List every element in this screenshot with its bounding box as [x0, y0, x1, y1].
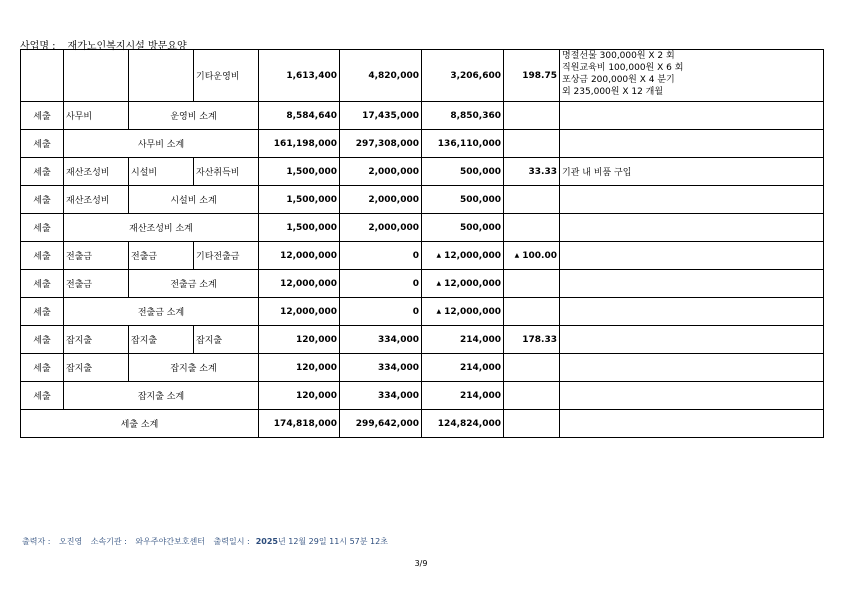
table-row [21, 354, 824, 382]
cell-rate [504, 326, 560, 354]
cell-note: 기관 내 비품 구입 [560, 158, 824, 186]
amount-value: 12,000,000 [444, 306, 501, 317]
amount-value: 12,000,000 [280, 250, 337, 261]
printer-name: 오진영 [58, 537, 83, 546]
cell-amount-c [422, 186, 504, 214]
table-row [21, 326, 824, 354]
cell-mok: 전출금 [129, 242, 194, 270]
cell-mok: 시설비 [129, 158, 194, 186]
cell-amount-a: 1,613,400 [259, 50, 340, 102]
amount-value: 500,000 [460, 222, 501, 233]
amount-value: 334,000 [378, 390, 419, 401]
amount-value: 120,000 [296, 334, 337, 345]
amount-value: 500,000 [460, 166, 501, 177]
org-label: 소속기관 : [90, 537, 127, 546]
amount-value: 12,000,000 [444, 250, 501, 261]
amount-value: 120,000 [296, 362, 337, 373]
cell-note [560, 242, 824, 270]
table-row [21, 50, 824, 102]
cell-rate: 198.75 [504, 50, 560, 102]
cell-subtotal-label: 시설비 소계 [129, 186, 259, 214]
cell-hang: 잡지출 [64, 354, 129, 382]
note-line: 직원교육비 100,000원 X 6 회 [562, 63, 684, 73]
cell-rate [504, 186, 560, 214]
date-year: 2025 [255, 537, 278, 546]
cell-rate [504, 298, 560, 326]
amount-value: 334,000 [378, 362, 419, 373]
amount-value: 33.33 [528, 166, 557, 177]
cell-gwan: 세출 [21, 298, 64, 326]
cell-amount-c [422, 214, 504, 242]
amount-value: 334,000 [378, 334, 419, 345]
cell-amount-b [340, 102, 422, 130]
cell-note [560, 382, 824, 410]
cell-gwan: 세출 [21, 270, 64, 298]
amount-value: 124,824,000 [437, 418, 501, 429]
cell-amount-a [259, 214, 340, 242]
cell-mok: 잡지출 [129, 326, 194, 354]
amount-value: 8,584,640 [286, 110, 337, 121]
cell-amount-c [422, 102, 504, 130]
cell-gwan: 세출 [21, 214, 64, 242]
amount-value: 2,000,000 [368, 166, 419, 177]
cell-amount-b [340, 186, 422, 214]
cell-hang [64, 50, 129, 102]
amount-value: 8,850,360 [450, 110, 501, 121]
negative-icon: ▲ [436, 279, 442, 287]
cell-subtotal-label: 잡지출 소계 [129, 354, 259, 382]
amount-value: 100.00 [522, 250, 557, 261]
cell-note [560, 50, 824, 102]
cell-rate [504, 214, 560, 242]
cell-amount-c [422, 298, 504, 326]
cell-note [560, 214, 824, 242]
table-row [21, 270, 824, 298]
amount-value: 161,198,000 [273, 138, 337, 149]
cell-amount-a [259, 410, 340, 438]
cell-rate [504, 130, 560, 158]
cell-hang: 사무비 [64, 102, 129, 130]
cell-amount-b [340, 298, 422, 326]
amount-value: 2,000,000 [368, 194, 419, 205]
cell-amount-c [422, 270, 504, 298]
cell-rate [504, 354, 560, 382]
cell-gwan: 세출 [21, 186, 64, 214]
amount-value: 120,000 [296, 390, 337, 401]
cell-amount-a [259, 102, 340, 130]
cell-amount-b [340, 410, 422, 438]
cell-gwan: 세출 [21, 102, 64, 130]
cell-amount-b [340, 326, 422, 354]
cell-hang: 전출금 [64, 270, 129, 298]
cell-amount-a [259, 270, 340, 298]
cell-hang: 전출금 [64, 242, 129, 270]
cell-rate [504, 382, 560, 410]
cell-note [560, 186, 824, 214]
cell-item: 기타전출금 [194, 242, 259, 270]
table-row [21, 382, 824, 410]
cell-amount-c [422, 382, 504, 410]
note-line: 포상금 200,000원 X 4 분기 [562, 75, 675, 85]
cell-amount-a [259, 186, 340, 214]
cell-amount-a [259, 242, 340, 270]
cell-note [560, 298, 824, 326]
cell-note [560, 326, 824, 354]
business-label: 사업명 : [20, 41, 56, 52]
cell-amount-c [422, 410, 504, 438]
table-row [21, 102, 824, 130]
cell-amount-a [259, 298, 340, 326]
cell-hang: 재산조성비 [64, 158, 129, 186]
page-number: 3/9 [414, 559, 428, 568]
cell-gwan: 세출 [21, 326, 64, 354]
table-row [21, 186, 824, 214]
table-row [21, 298, 824, 326]
negative-icon: ▲ [514, 251, 520, 259]
cell-amount-c [422, 130, 504, 158]
amount-value: 1,500,000 [286, 222, 337, 233]
cell-hang: 잡지출 [64, 326, 129, 354]
budget-table [20, 49, 824, 438]
amount-value: 214,000 [460, 362, 501, 373]
amount-value: 178.33 [522, 334, 557, 345]
amount-value: 0 [412, 250, 419, 261]
cell-amount-b [340, 130, 422, 158]
cell-item: 잡지출 [194, 326, 259, 354]
cell-gwan: 세출 [21, 158, 64, 186]
amount-value: 12,000,000 [280, 306, 337, 317]
date-label: 출력일시 : [213, 537, 250, 546]
cell-gwan [21, 50, 64, 102]
amount-value: 174,818,000 [273, 418, 337, 429]
amount-value: 299,642,000 [355, 418, 419, 429]
cell-note [560, 354, 824, 382]
cell-item: 자산취득비 [194, 158, 259, 186]
cell-subtotal-label: 운영비 소계 [129, 102, 259, 130]
cell-amount-b: 4,820,000 [340, 50, 422, 102]
table-row [21, 130, 824, 158]
cell-amount-b [340, 270, 422, 298]
cell-amount-a [259, 158, 340, 186]
cell-rate [504, 270, 560, 298]
amount-value: 297,308,000 [355, 138, 419, 149]
cell-amount-a [259, 382, 340, 410]
amount-value: 1,500,000 [286, 194, 337, 205]
cell-rate [504, 102, 560, 130]
table-row [21, 214, 824, 242]
date-rest: 년 12월 29일 11시 57분 12초 [277, 537, 388, 546]
negative-icon: ▲ [436, 307, 442, 315]
cell-mok [129, 50, 194, 102]
cell-rate [504, 410, 560, 438]
table-row [21, 158, 824, 186]
note-line: 외 235,000원 X 12 개월 [562, 87, 664, 97]
cell-amount-c [422, 158, 504, 186]
business-value: 재가노인복지시설 방문요양 [67, 41, 187, 52]
cell-amount-b [340, 354, 422, 382]
cell-note [560, 410, 824, 438]
cell-total-label: 사무비 소계 [64, 130, 259, 158]
cell-amount-b [340, 158, 422, 186]
cell-amount-b [340, 214, 422, 242]
cell-note [560, 102, 824, 130]
cell-amount-a [259, 354, 340, 382]
cell-note [560, 270, 824, 298]
cell-note [560, 130, 824, 158]
cell-rate [504, 158, 560, 186]
amount-value: 0 [412, 278, 419, 289]
cell-amount-a [259, 130, 340, 158]
cell-amount-b [340, 382, 422, 410]
amount-value: 136,110,000 [437, 138, 501, 149]
org-name: 와우주야간보호센터 [135, 537, 205, 546]
table-row-grand-total [21, 410, 824, 438]
table-row [21, 242, 824, 270]
note-line: 명절선물 300,000원 X 2 회 [562, 51, 675, 61]
negative-icon: ▲ [436, 251, 442, 259]
cell-amount-c [422, 242, 504, 270]
cell-grand-label: 세출 소계 [21, 410, 259, 438]
cell-gwan: 세출 [21, 242, 64, 270]
cell-total-label: 잡지출 소계 [64, 382, 259, 410]
amount-value: 2,000,000 [368, 222, 419, 233]
amount-value: 12,000,000 [444, 278, 501, 289]
cell-amount-a [259, 326, 340, 354]
amount-value: 0 [412, 306, 419, 317]
amount-value: 214,000 [460, 334, 501, 345]
cell-item: 기타운영비 [194, 50, 259, 102]
cell-gwan: 세출 [21, 354, 64, 382]
cell-gwan: 세출 [21, 130, 64, 158]
amount-value: 12,000,000 [280, 278, 337, 289]
amount-value: 500,000 [460, 194, 501, 205]
cell-rate [504, 242, 560, 270]
cell-amount-b [340, 242, 422, 270]
cell-subtotal-label: 전출금 소계 [129, 270, 259, 298]
cell-gwan: 세출 [21, 382, 64, 410]
amount-value: 1,500,000 [286, 166, 337, 177]
cell-hang: 재산조성비 [64, 186, 129, 214]
printer-label: 출력자 : [22, 537, 51, 546]
cell-total-label: 전출금 소계 [64, 298, 259, 326]
cell-amount-c [422, 326, 504, 354]
cell-amount-c: 3,206,600 [422, 50, 504, 102]
amount-value: 17,435,000 [362, 110, 419, 121]
amount-value: 214,000 [460, 390, 501, 401]
cell-amount-c [422, 354, 504, 382]
print-info [22, 536, 394, 547]
cell-total-label: 재산조성비 소계 [64, 214, 259, 242]
